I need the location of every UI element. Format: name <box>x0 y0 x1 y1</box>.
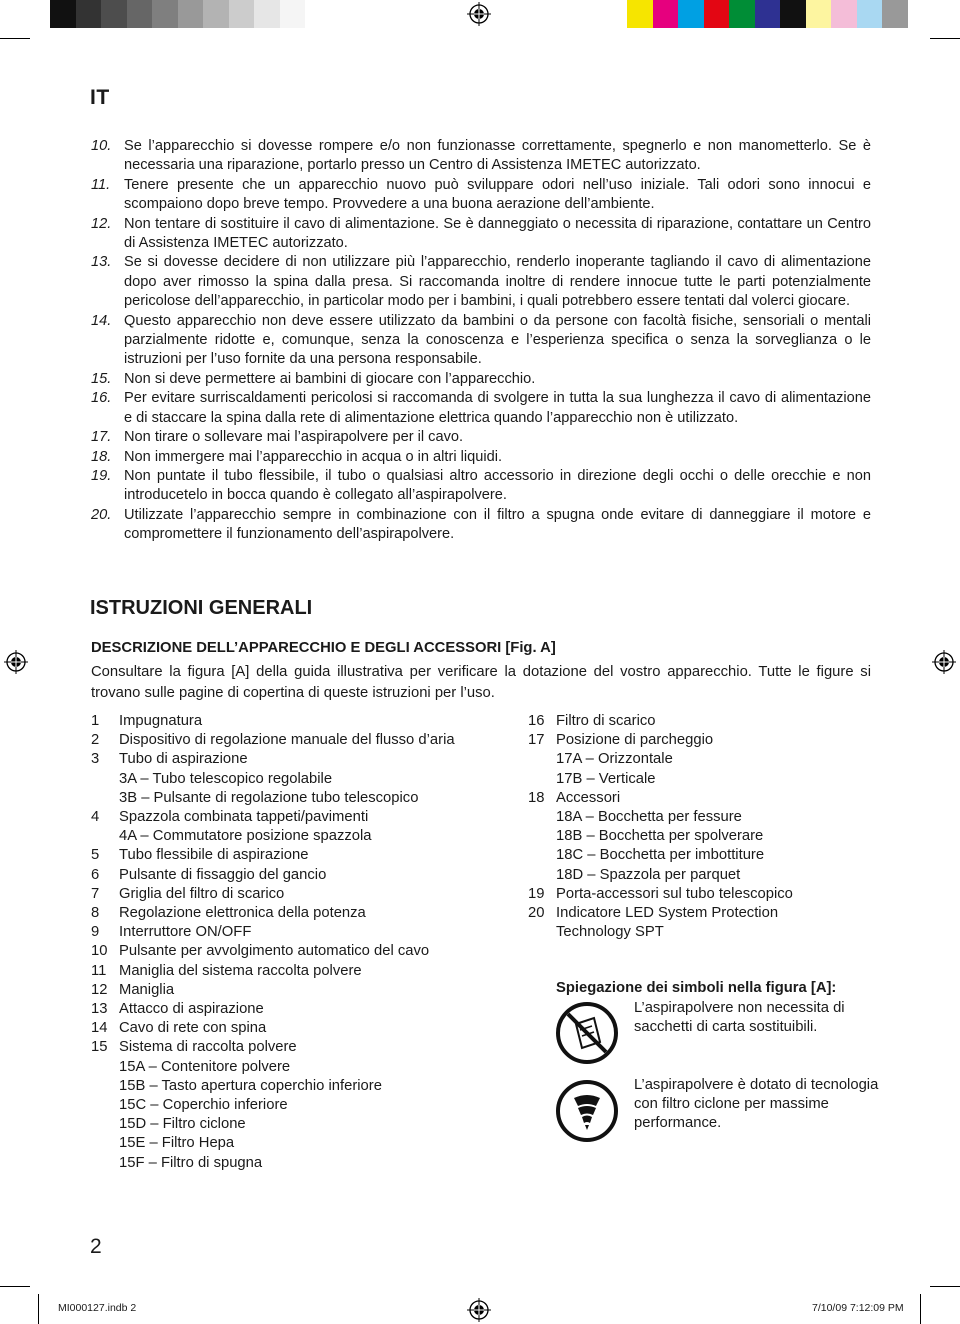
crosshair-registration-icon <box>4 650 28 674</box>
part-label: 4A – Commutatore posizione spazzola <box>119 828 372 845</box>
part-label: Posizione di parcheggio <box>556 732 714 749</box>
footer-timestamp: 7/10/09 7:12:09 PM <box>812 1302 904 1314</box>
part-subitem <box>528 808 793 827</box>
warning-text: Per evitare surriscaldamenti pericolosi si raccomanda di svolgere in tutta la sua lunghezza il cavo di alimentazione e di staccare la spina dalla rete di alimentazione elettrica quando l’apparecchio non è utilizzato. <box>124 390 871 426</box>
part-subitem <box>528 923 793 942</box>
warning-text: Non si deve permettere ai bambini di giocare con l’apparecchio. <box>124 370 536 387</box>
warning-number: 11. <box>91 176 111 193</box>
part-number: 3 <box>91 751 100 768</box>
part-subitem <box>91 1096 455 1115</box>
parts-list-right <box>528 712 793 942</box>
warning-item <box>91 312 871 370</box>
part-item <box>528 789 793 808</box>
part-number: 5 <box>91 847 100 864</box>
part-label: 18A – Bocchetta per fessure <box>556 809 742 826</box>
part-label: Spazzola combinata tappeti/pavimenti <box>119 809 369 826</box>
part-label: Pulsante di fissaggio del gancio <box>119 866 327 883</box>
part-item <box>91 808 455 827</box>
part-subitem <box>91 1058 455 1077</box>
color-swatch <box>305 0 331 28</box>
color-calibration-bar <box>627 0 908 28</box>
crosshair-registration-icon <box>467 1298 491 1322</box>
part-label: Tubo di aspirazione <box>119 751 248 768</box>
part-subitem <box>91 770 455 789</box>
no-bag-symbol-text: L’aspirapolvere non necessita di sacchetti di carta sostituibili. <box>634 1000 845 1035</box>
color-swatch <box>203 0 229 28</box>
color-swatch <box>678 0 704 28</box>
crop-mark <box>38 1294 39 1324</box>
warning-item <box>91 506 871 545</box>
part-item <box>91 981 455 1000</box>
part-label: Pulsante per avvolgimento automatico del cavo <box>119 943 430 960</box>
warning-number: 16. <box>91 390 112 407</box>
crop-mark <box>0 38 30 39</box>
part-label: Technology SPT <box>556 924 664 941</box>
color-swatch <box>755 0 781 28</box>
color-swatch <box>127 0 153 28</box>
color-swatch <box>101 0 127 28</box>
part-number: 20 <box>528 905 545 922</box>
warning-item <box>91 253 871 311</box>
warning-item <box>91 428 871 447</box>
part-number: 1 <box>91 713 100 729</box>
part-subitem <box>528 750 793 769</box>
footer-filename: MI000127.indb 2 <box>58 1302 137 1314</box>
color-swatch <box>76 0 102 28</box>
part-label: Accessori <box>556 789 621 806</box>
part-number: 8 <box>91 905 100 922</box>
warning-number: 13. <box>91 254 112 271</box>
part-number: 10 <box>91 943 108 960</box>
warning-item <box>91 467 871 506</box>
part-number: 17 <box>528 732 545 749</box>
color-swatch <box>806 0 832 28</box>
part-label: 15B – Tasto apertura coperchio inferiore <box>119 1077 382 1094</box>
part-number: 2 <box>91 732 100 749</box>
part-item <box>91 731 455 750</box>
part-number: 9 <box>91 924 100 941</box>
part-label: 3B – Pulsante di regolazione tubo telescopico <box>119 789 419 806</box>
part-item <box>91 712 455 731</box>
part-number: 14 <box>91 1020 108 1037</box>
part-label: Regolazione elettronica della potenza <box>119 905 366 922</box>
section-title: ISTRUZIONI GENERALI <box>90 597 313 619</box>
part-subitem <box>91 789 455 808</box>
language-code: IT <box>90 86 110 109</box>
warning-item <box>91 176 871 215</box>
part-number: 4 <box>91 809 100 826</box>
warning-item <box>91 137 871 176</box>
warning-number: 10. <box>91 138 112 154</box>
part-label: Maniglia del sistema raccolta polvere <box>119 962 362 979</box>
color-swatch <box>704 0 730 28</box>
warning-number: 12. <box>91 215 112 232</box>
part-subitem <box>91 827 455 846</box>
part-label: Attacco di aspirazione <box>119 1001 264 1018</box>
part-label: 18B – Bocchetta per spolverare <box>556 828 764 845</box>
part-label: Maniglia <box>119 981 175 998</box>
part-label: Indicatore LED System Protection <box>556 905 779 922</box>
warning-text: Non immergere mai l’apparecchio in acqua o in altri liquidi. <box>124 448 502 465</box>
crop-mark <box>920 1294 921 1324</box>
cyclone-icon <box>556 1080 618 1142</box>
part-label: Porta-accessori sul tubo telescopico <box>556 885 793 902</box>
part-subitem <box>91 1134 455 1153</box>
warning-text: Non puntate il tubo flessibile, il tubo o qualsiasi altro accessorio in direzione degli occhi o delle orecchie e non introducetelo in bocca quando è collegato all’aspirapolvere. <box>124 467 871 504</box>
part-label: 15D – Filtro ciclone <box>119 1116 246 1133</box>
warning-item <box>91 215 871 254</box>
part-item <box>91 1019 455 1038</box>
part-item <box>528 904 793 923</box>
part-item <box>91 923 455 942</box>
color-swatch <box>152 0 178 28</box>
warning-item <box>91 389 871 428</box>
crosshair-registration-icon <box>467 2 491 26</box>
color-swatch <box>882 0 908 28</box>
part-number: 15 <box>91 1039 108 1056</box>
symbols-heading: Spiegazione dei simboli nella figura [A]: <box>556 980 837 996</box>
part-label: Interruttore ON/OFF <box>119 924 252 941</box>
warning-item <box>91 370 871 389</box>
safety-warnings-list <box>91 137 871 545</box>
intro-paragraph: Consultare la figura [A] della guida illustrativa per verificare la dotazione del vostro apparecchio. Tutte le figure si trovano sulle pagine di copertina di queste istruzioni per l’uso. <box>91 664 871 701</box>
part-item <box>91 866 455 885</box>
color-swatch <box>780 0 806 28</box>
part-subitem <box>528 846 793 865</box>
part-label: Impugnatura <box>119 713 203 729</box>
warning-text: Questo apparecchio non deve essere utilizzato da bambini o da persone con facoltà fisiche, sensoriali o mentali parzialmente ridotte e, comunque, senza la conoscenza e l’esperienza specifica o senza la sorveglianza o le istruzioni per l’uso fornite da una persona responsabile. <box>124 312 871 368</box>
warning-item <box>91 448 871 467</box>
part-subitem <box>528 770 793 789</box>
warning-text: Non tentare di sostituire il cavo di alimentazione. Se è danneggiato o necessita di riparazione, contattare un Centro di Assistenza IMETEC autorizzato. <box>124 215 871 252</box>
cyclone-symbol-text: L’aspirapolvere è dotato di tecnologia con filtro ciclone per massime performance. <box>634 1077 879 1131</box>
color-swatch <box>280 0 306 28</box>
part-subitem <box>528 827 793 846</box>
part-label: 3A – Tubo telescopico regolabile <box>119 770 333 787</box>
color-swatch <box>857 0 883 28</box>
warning-number: 18. <box>91 448 112 465</box>
parts-list-left <box>91 712 455 1173</box>
part-item <box>91 846 455 865</box>
warning-number: 14. <box>91 312 112 329</box>
part-item <box>91 1038 455 1057</box>
warning-number: 19. <box>91 467 112 484</box>
part-number: 19 <box>528 885 545 902</box>
warning-number: 17. <box>91 429 112 446</box>
part-item <box>91 962 455 981</box>
part-label: 17B – Verticale <box>556 770 656 787</box>
part-label: Dispositivo di regolazione manuale del flusso d’aria <box>119 732 455 749</box>
part-number: 18 <box>528 789 545 806</box>
part-item <box>528 712 793 731</box>
part-item <box>528 731 793 750</box>
warning-text: Utilizzate l’apparecchio sempre in combinazione con il filtro a spugna onde evitare di danneggiare il motore e compromettere il funzionamento dell’aspirapolvere. <box>124 506 871 543</box>
part-number: 11 <box>91 962 107 979</box>
warning-number: 20. <box>91 506 112 523</box>
part-label: Griglia del filtro di scarico <box>119 885 285 902</box>
part-subitem <box>91 1077 455 1096</box>
part-number: 16 <box>528 713 545 729</box>
part-label: Tubo flessibile di aspirazione <box>119 847 309 864</box>
crosshair-registration-icon <box>932 650 956 674</box>
part-number: 13 <box>91 1001 108 1018</box>
color-swatch <box>254 0 280 28</box>
part-label: 15F – Filtro di spugna <box>119 1154 263 1171</box>
color-swatch <box>627 0 653 28</box>
part-number: 12 <box>91 981 108 998</box>
warning-text: Se l’apparecchio si dovesse rompere e/o non funzionasse correttamente, spegnerlo e non manometterlo. Se è necessaria una riparazione, portarlo presso un Centro di Assistenza IMETEC autorizzato. <box>124 138 871 174</box>
no-bag-icon <box>556 1002 618 1064</box>
color-swatch <box>831 0 857 28</box>
part-label: 15A – Contenitore polvere <box>119 1058 291 1075</box>
part-subitem <box>91 1154 455 1173</box>
color-swatch <box>653 0 679 28</box>
part-subitem <box>91 1115 455 1134</box>
part-label: 18C – Bocchetta per imbottiture <box>556 847 765 864</box>
part-label: Filtro di scarico <box>556 713 656 729</box>
part-label: 18D – Spazzola per parquet <box>556 866 741 883</box>
description-heading: DESCRIZIONE DELL’APPARECCHIO E DEGLI ACCESSORI [Fig. A] <box>91 640 556 656</box>
color-swatch <box>229 0 255 28</box>
color-swatch <box>178 0 204 28</box>
part-item <box>91 1000 455 1019</box>
part-number: 6 <box>91 866 100 883</box>
part-subitem <box>528 866 793 885</box>
grayscale-calibration-bar <box>50 0 331 28</box>
crop-mark <box>0 1286 30 1287</box>
part-label: 15E – Filtro Hepa <box>119 1135 235 1152</box>
part-label: 17A – Orizzontale <box>556 751 673 768</box>
warning-text: Non tirare o sollevare mai l’aspirapolvere per il cavo. <box>124 429 464 446</box>
color-swatch <box>729 0 755 28</box>
warning-number: 15. <box>91 370 112 387</box>
part-item <box>528 885 793 904</box>
part-item <box>91 750 455 769</box>
color-swatch <box>50 0 76 28</box>
warning-text: Tenere presente che un apparecchio nuovo può sviluppare odori nell’uso iniziale. Tali odori sono innocui e scompaiono dopo breve tempo. Provvedere a una buona aerazione dell’ambiente. <box>124 176 871 213</box>
part-label: Cavo di rete con spina <box>119 1020 267 1037</box>
crop-mark <box>930 1286 960 1287</box>
warning-text: Se si dovesse decidere di non utilizzare più l’apparecchio, renderlo inoperante tagliando il cavo di alimentazione dopo aver rimosso la spina dalla presa. Si raccomanda inoltre di rendere innocue tutte le parti potenzialmente pericolose dell’apparecchio, in particolar modo per i bambini, i quali potrebbero essere tentati dal volerci giocare. <box>124 254 871 310</box>
part-number: 7 <box>91 885 100 902</box>
part-label: 15C – Coperchio inferiore <box>119 1097 288 1114</box>
crop-mark <box>930 38 960 39</box>
page-number: 2 <box>90 1235 102 1258</box>
part-item <box>91 942 455 961</box>
part-item <box>91 885 455 904</box>
part-label: Sistema di raccolta polvere <box>119 1039 297 1056</box>
part-item <box>91 904 455 923</box>
